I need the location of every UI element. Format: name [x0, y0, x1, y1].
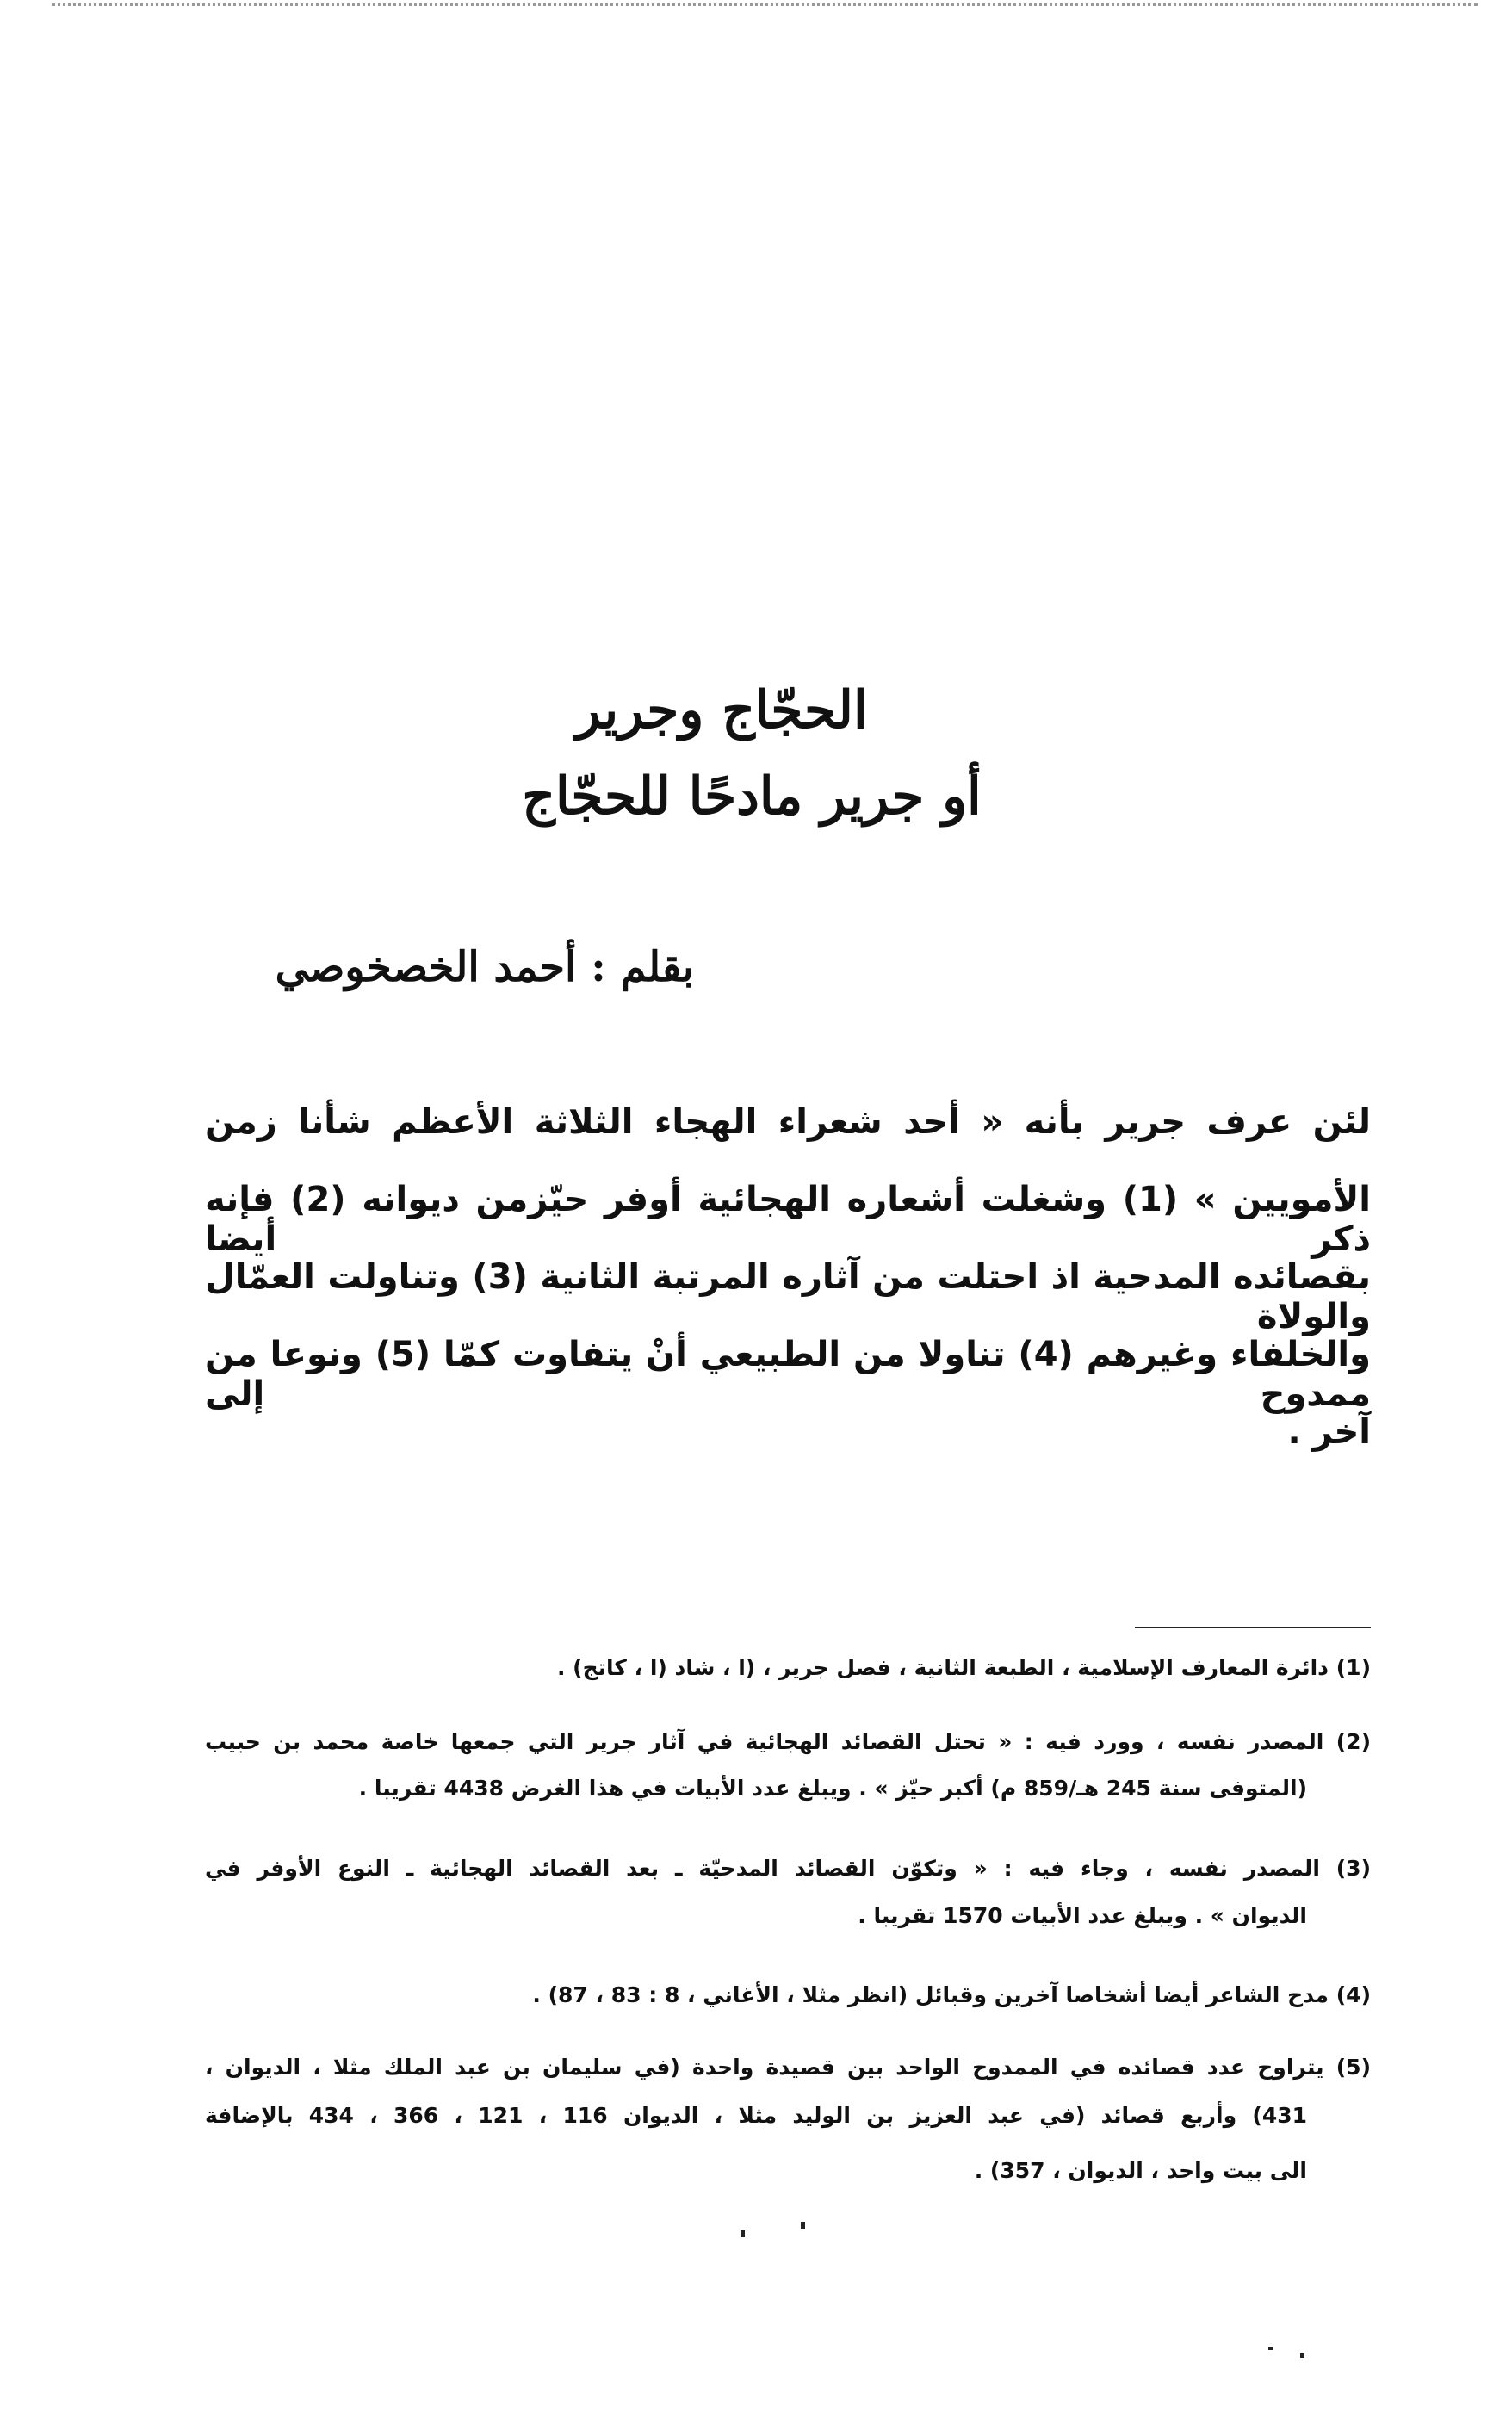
footnote-3-cont: الديوان » . ويبلغ عدد الأبيات 1570 تقريبا . [858, 1903, 1307, 1928]
footnote-separator [1135, 1627, 1371, 1628]
footnote-4: (4) مدح الشاعر أيضا أشخاصا آخرين وقبائل (انظر مثلا ، الأغاني ، 8 : 83 ، 87) . [532, 1982, 1371, 2007]
footnote-2-cont: (المتوفى سنة 245 هـ/859 م) أكبر حيّز » . ويبلغ عدد الأبيات في هذا الغرض 4438 تقريبا . [358, 1776, 1307, 1801]
article-subtitle: أو جرير مادحًا للحجّاج [522, 766, 982, 827]
author-byline: بقلم : أحمد الخصخوصي [275, 943, 694, 991]
body-line: بقصائده المدحية اذ احتلت من آثاره المرتبة الثانية (3) وتناولت العمّال والولاة [205, 1257, 1371, 1336]
footnote-1: (1) دائرة المعارف الإسلامية ، الطبعة الثانية ، فصل جرير ، (ا ، شاد (ا ، كاتج) . [556, 1655, 1371, 1680]
body-line: والخلفاء وغيرهم (4) تناولا من الطبيعي أنْ يتفاوت كمّا (5) ونوعا من ممدوح إلى [205, 1335, 1372, 1414]
body-line: آخر . [1287, 1412, 1371, 1452]
footnote-2: (2) المصدر نفسه ، وورد فيه : « تحتل القصائد الهجائية في آثار جرير التي جمعها خاصة محمد بن حبيب [205, 1729, 1371, 1754]
footnote-5-cont: الى بيت واحد ، الديوان ، 357) . [974, 2158, 1307, 2183]
body-line: لئن عرف جرير بأنه « أحد شعراء الهجاء الثلاثة الأعظم شأنا زمن [205, 1102, 1371, 1142]
scan-top-edge [52, 3, 1478, 6]
scan-speck [1268, 2347, 1273, 2350]
body-line: الأمويين » (1) وشغلت أشعاره الهجائية أوفر حيّزمن ديوانه (2) فإنه ذكر أيضا [205, 1180, 1372, 1259]
footnote-3: (3) المصدر نفسه ، وجاء فيه : « وتكوّن القصائد المدحيّة ـ بعد القصائد الهجائية ـ النوع الأوفر في [205, 1856, 1371, 1881]
scan-speck [1300, 2353, 1304, 2358]
scan-speck [801, 2222, 805, 2229]
footnote-5-cont: 431) وأربع قصائد (في عبد العزيز بن الوليد مثلا ، الديوان 116 ، 121 ، 366 ، 434 بالإضافة [205, 2103, 1308, 2128]
footnote-5: (5) يتراوح عدد قصائده في الممدوح الواحد بين قصيدة واحدة (في سليمان بن عبد الملك مثلا ، الديوان ، [205, 2055, 1371, 2080]
article-title: الحجّاج وجرير [575, 680, 868, 741]
scan-speck [741, 2230, 745, 2237]
